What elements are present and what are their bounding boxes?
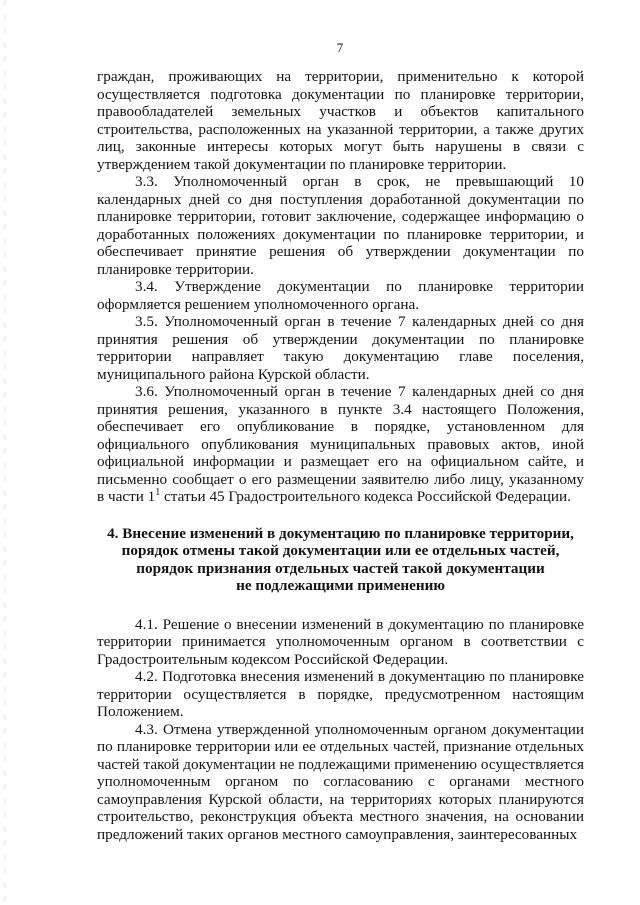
section-4-heading-line-3: порядок признания отдельных частей такой документации [136, 559, 545, 577]
superscript-one: 1 [155, 486, 161, 498]
paragraph-3-3: 3.3. Уполномоченный орган в срок, не превышающий 10 календарных дней со дня поступления доработанной документации по планировке территории, готовит заключение, содержащее информацию о доработанных положениях документации по планировке территории, и обеспечивает принятие решения об утверждении документации по планировке территории. [97, 173, 584, 278]
paragraph-4-2: 4.2. Подготовка внесения изменений в документацию по планировке территории осуществляется в порядке, предусмотренном настоящим Положением. [97, 668, 584, 720]
paragraph-3-5: 3.5. Уполномоченный орган в течение 7 календарных дней со дня принятия решения об утверждении документации по планировке территории направляет такую документацию главе поселения, муниципального района Курской области. [97, 313, 584, 383]
section-4-heading-line-2: порядок отмены такой документации или ее отдельных частей, [121, 542, 560, 559]
paragraph-3-4: 3.4. Утверждение документации по планировке территории оформляется решением уполномоченного органа. [97, 278, 584, 313]
page-number: 7 [336, 40, 344, 55]
paragraph-continuation: граждан, проживающих на территории, применительно к которой осуществляется подготовка документации по планировке территории, правообладателей земельных участков и объектов капитального строительства, расположенных на указанной территории, а также других лиц, законные интересы которых могут быть нарушены в связи с утверждением такой документации по планировке территории. [97, 68, 584, 173]
paragraph-3-6-text: 3.6. Уполномоченный орган в течение 7 календарных дней со дня принятия решения, указанного в пункте 3.4 настоящего Положения, обеспечивает его опубликование в порядке, установленном для официального опубликования муниципальных правовых актов, иной официальной информации и размещает его на официальном сайте, и письменно сообщает о его размещении заявителю либо лицу, указанному в части 1 [97, 383, 584, 505]
paragraph-3-6-text-end: статьи 45 Градостроительного кодекса Российской Федерации. [160, 488, 571, 505]
section-4-heading [97, 525, 584, 595]
section-4-heading-line-1: 4. Внесение изменений в документацию по планировке территории, [107, 524, 574, 542]
document-body [97, 68, 584, 843]
paragraph-4-1: 4.1. Решение о внесении изменений в документацию по планировке территории принимается уполномоченным органом в соответствии с Градостроительным кодексом Российской Федерации. [97, 615, 584, 668]
paragraph-3-6 [97, 383, 584, 506]
paragraph-4-3: 4.3. Отмена утвержденной уполномоченным органом документации по планировке территории или ее отдельных частей, признание отдельных частей такой документации не подлежащими применению осуществляется уполномоченным органом по согласованию с органами местного самоуправления Курской области, на территориях которых планируются строительство, реконструкция объекта местного значения, на основании предложений таких органов местного самоуправления, заинтересованных [97, 720, 584, 843]
scan-edge-artifact [4, 0, 6, 905]
section-4-heading-line-4: не подлежащими применению [236, 577, 445, 594]
